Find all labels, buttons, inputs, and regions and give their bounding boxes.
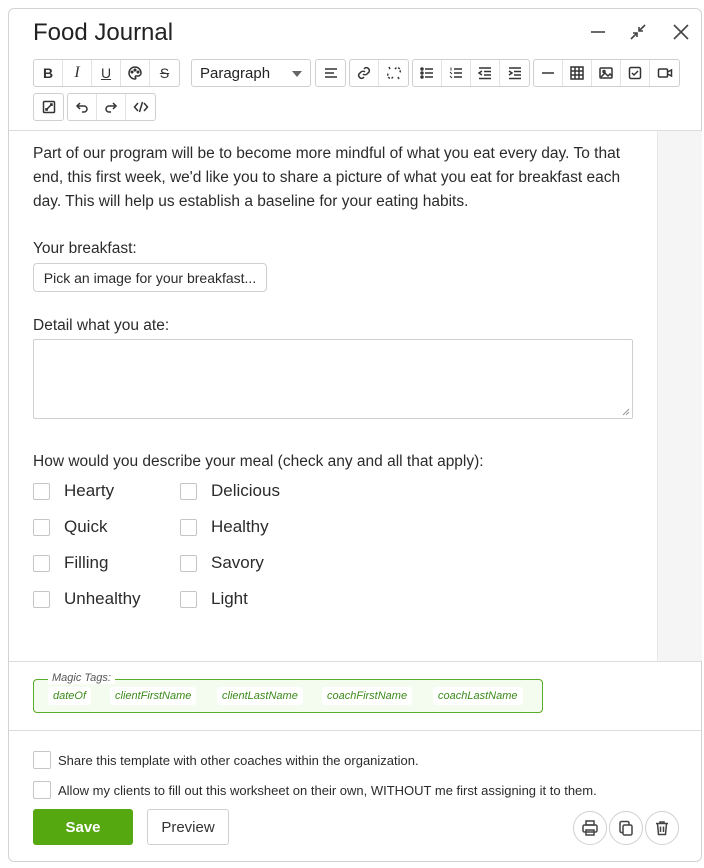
numbered-list-icon xyxy=(448,65,464,81)
checkbox-label: Quick xyxy=(64,517,108,536)
bullet-list-icon xyxy=(419,65,435,81)
magic-tags-box xyxy=(33,672,543,713)
horizontal-rule-icon xyxy=(540,65,556,81)
align-group xyxy=(315,59,346,87)
print-button[interactable] xyxy=(573,811,607,845)
redo-button[interactable] xyxy=(97,94,126,120)
outdent-button[interactable] xyxy=(471,60,500,86)
meal-option-delicious[interactable] xyxy=(180,481,280,501)
dialog-title: Food Journal xyxy=(33,19,174,46)
checkbox[interactable] xyxy=(33,591,50,608)
intro-paragraph: Part of our program will be to become more mindful of what you eat every day. To that end, this first week, we'd like you to share a picture of what you eat for breakfast each day. This will help us establish a baseline for your eating habits. xyxy=(33,145,621,210)
link-icon xyxy=(356,65,372,81)
collapse-icon[interactable] xyxy=(623,17,653,47)
underline-button[interactable] xyxy=(92,60,121,86)
printer-icon xyxy=(581,819,599,837)
meal-option-hearty[interactable] xyxy=(33,481,114,501)
meal-option-savory[interactable] xyxy=(180,553,264,573)
insert-video-button[interactable] xyxy=(650,60,679,86)
align-button[interactable] xyxy=(316,60,345,86)
insert-image-button[interactable] xyxy=(592,60,621,86)
table-icon xyxy=(569,65,585,81)
checkbox-label: Delicious xyxy=(211,481,280,500)
bullet-list-button[interactable] xyxy=(413,60,442,86)
strikethrough-button[interactable] xyxy=(150,60,179,86)
strikethrough-icon: S xyxy=(159,65,170,81)
allow-clients-option[interactable] xyxy=(33,781,597,799)
editor-scrollbar[interactable] xyxy=(657,131,702,661)
video-icon xyxy=(657,65,673,81)
toolbar-divider xyxy=(9,130,701,131)
bold-button[interactable] xyxy=(34,60,63,86)
magic-tag-coach-last-name[interactable]: coachLastName xyxy=(433,687,523,705)
text-style-group xyxy=(33,59,180,87)
food-journal-dialog xyxy=(8,8,702,862)
undo-button[interactable] xyxy=(68,94,97,120)
remove-link-button[interactable] xyxy=(379,60,408,86)
indent-button[interactable] xyxy=(500,60,529,86)
allow-clients-label: Allow my clients to fill out this worksheet on their own, WITHOUT me first assigning it to them. xyxy=(58,782,597,798)
duplicate-button[interactable] xyxy=(609,811,643,845)
delete-button[interactable] xyxy=(645,811,679,845)
insert-group xyxy=(533,59,680,87)
italic-icon: I xyxy=(74,64,80,81)
checkbox[interactable] xyxy=(180,519,197,536)
magic-tag-coach-first-name[interactable]: coachFirstName xyxy=(322,687,412,705)
allow-clients-checkbox[interactable] xyxy=(33,781,51,799)
code-icon xyxy=(133,99,149,115)
checkbox-label: Savory xyxy=(211,553,264,572)
trash-icon xyxy=(653,819,671,837)
checkbox-label: Light xyxy=(211,589,248,608)
text-color-button[interactable] xyxy=(121,60,150,86)
checkbox[interactable] xyxy=(33,483,50,500)
detail-textarea[interactable] xyxy=(33,339,633,419)
meal-option-filling[interactable] xyxy=(33,553,108,573)
preview-button[interactable]: Preview xyxy=(147,809,229,845)
footer-divider xyxy=(9,730,701,731)
checkbox-label: Healthy xyxy=(211,517,269,536)
breakfast-label: Your breakfast: xyxy=(33,240,137,257)
share-template-checkbox[interactable] xyxy=(33,751,51,769)
close-icon[interactable] xyxy=(666,17,696,47)
format-select[interactable] xyxy=(191,59,311,87)
meal-option-light[interactable] xyxy=(180,589,248,609)
chevron-down-icon xyxy=(292,71,302,77)
copy-icon xyxy=(617,819,635,837)
minimize-icon[interactable] xyxy=(583,17,613,47)
history-group xyxy=(67,93,156,121)
checkbox-label: Unhealthy xyxy=(64,589,141,608)
image-icon xyxy=(598,65,614,81)
meal-option-unhealthy[interactable] xyxy=(33,589,141,609)
checkbox-label: Hearty xyxy=(64,481,115,500)
numbered-list-button[interactable] xyxy=(442,60,471,86)
resize-grip-icon[interactable] xyxy=(622,408,630,416)
checkbox[interactable] xyxy=(180,591,197,608)
content-divider xyxy=(9,661,701,662)
palette-icon xyxy=(127,65,143,81)
share-template-label: Share this template with other coaches within the organization. xyxy=(58,752,419,768)
source-code-button[interactable] xyxy=(126,94,155,120)
undo-icon xyxy=(74,99,90,115)
redo-icon xyxy=(103,99,119,115)
bold-icon: B xyxy=(42,65,54,81)
magic-tags-legend: Magic Tags: xyxy=(48,672,115,684)
insert-link-button[interactable] xyxy=(350,60,379,86)
magic-tag-client-last-name[interactable]: clientLastName xyxy=(217,687,303,705)
checkbox-label: Filling xyxy=(64,553,109,572)
unlink-icon xyxy=(386,65,402,81)
magic-tag-dateof[interactable]: dateOf xyxy=(48,687,91,705)
underline-icon: U xyxy=(100,65,112,81)
insert-checkbox-button[interactable] xyxy=(621,60,650,86)
format-select-value: Paragraph xyxy=(200,64,271,82)
fullscreen-button[interactable] xyxy=(34,94,63,120)
horizontal-rule-button[interactable] xyxy=(534,60,563,86)
extras-group xyxy=(33,93,64,121)
checkbox[interactable] xyxy=(180,555,197,572)
checkbox[interactable] xyxy=(33,555,50,572)
checkbox[interactable] xyxy=(33,519,50,536)
detail-label: Detail what you ate: xyxy=(33,317,170,334)
link-group xyxy=(349,59,409,87)
list-group xyxy=(412,59,530,87)
insert-table-button[interactable] xyxy=(563,60,592,86)
checkbox-icon xyxy=(627,65,643,81)
meal-option-quick[interactable] xyxy=(33,517,107,537)
expand-icon xyxy=(41,99,57,115)
magic-tag-client-first-name[interactable]: clientFirstName xyxy=(110,687,196,705)
checkbox[interactable] xyxy=(180,483,197,500)
outdent-icon xyxy=(477,65,493,81)
meal-option-healthy[interactable] xyxy=(180,517,269,537)
indent-icon xyxy=(507,65,523,81)
pick-image-button[interactable]: Pick an image for your breakfast... xyxy=(33,263,267,292)
meal-question: How would you describe your meal (check any and all that apply): xyxy=(33,453,484,470)
save-button[interactable]: Save xyxy=(33,809,133,845)
share-template-option[interactable] xyxy=(33,751,419,769)
align-left-icon xyxy=(323,65,339,81)
italic-button[interactable] xyxy=(63,60,92,86)
